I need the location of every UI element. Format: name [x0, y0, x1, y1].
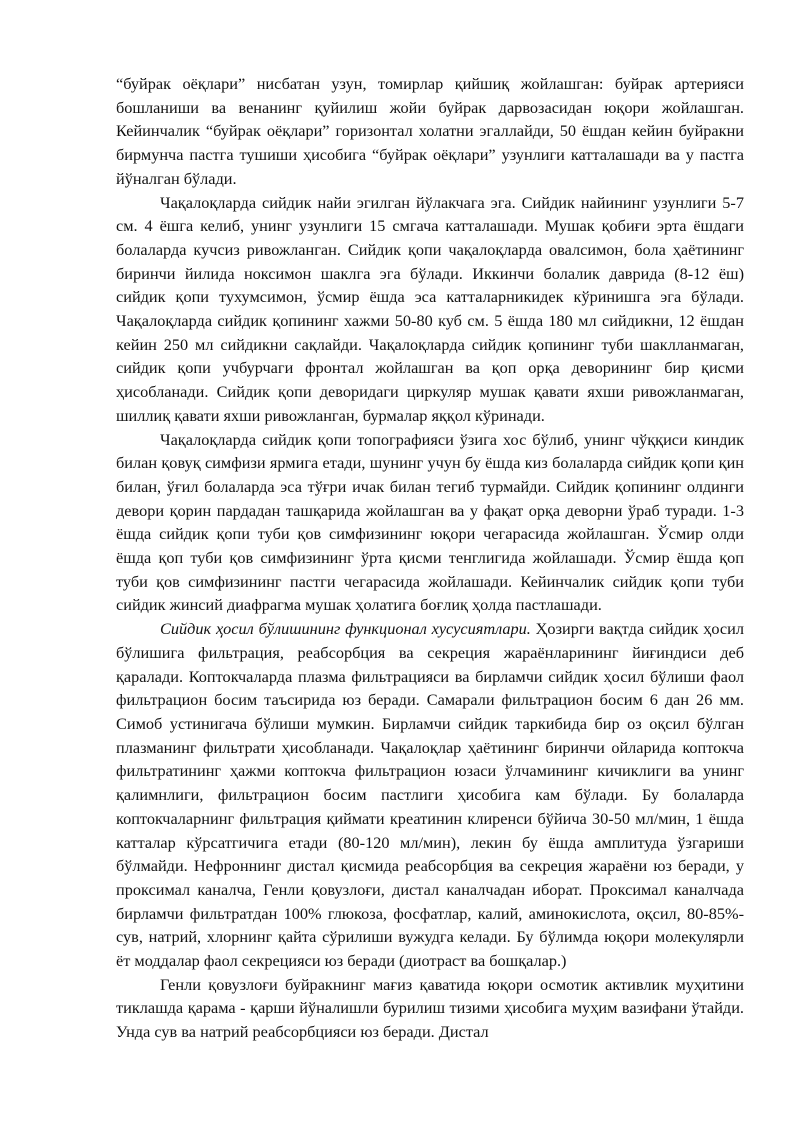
paragraph-ureter-bladder: Чақалоқларда сийдик найи эгилган йўлакчага эга. Сийдик найининг узунлиги 5-7 см. 4 ёшга келиб, унинг узунлиги 15 смгача катталашади. Мушак қобиғи эрта ёшдаги болаларда кучсиз ривожланган. Сийдик қопи чақалоқларда овалсимон, бола ҳаётининг биринчи йилида ноксимон шаклга эга бўлади. Иккинчи болалик даврида (8-12 ёш) сийдик қопи тухумсимон, ўсмир ёшда эса катталарникидек кўринишга эга бўлади. Чақалоқларда сийдик қопининг хажми 50-80 куб см. 5 ёшда 180 мл сийдикни, 12 ёшдан кейин 250 мл сийдикни сақлайди. Чақалоқларда сийдик қопининг туби шаклланмаган, сийдик қопи учбурчаги фронтал жойлашган ва қоп орқа деворининг бир қисми ҳисобланади. Сийдик қопи деворидаги циркуляр мушак қавати яхши ривожланмаган, шиллиқ қавати яхши ривожланган, бурмалар яққол кўринади. — [116, 192, 744, 425]
document-page — [116, 72, 744, 1044]
paragraph-kidney-legs: “буйрак оёқлари” нисбатан узун, томирлар қийшиқ жойлашган: буйрак артерияси бошланиши ва венанинг қуйилиш жойи буйрак дарвозасидан юқори жойлашган. Кейинчалик “буйрак оёқлари” горизонтал холатни эгаллайди, 50 ёшдан кейин буйракни бирмунча пастга тушиши ҳисобига “буйрак оёқлари” узунлиги катталашади ва у пастга йўналган бўлади. — [116, 74, 744, 188]
section-heading-italic: Сийдик ҳосил бўлишининг функционал хусусиятлари. — [160, 619, 531, 639]
paragraph-urine-formation — [116, 617, 744, 973]
paragraph-bladder-topography: Чақалоқларда сийдик қопи топографияси ўзига хос бўлиб, унинг чўққиси киндик билан қовуқ симфизи ярмига етади, шунинг учун бу ёшда киз болаларда сийдик қопи қин билан, ўғил болаларда эса тўғри ичак билан тегиб турмайди. Сийдик қопининг олдинги девори қорин пардадан ташқарида жойлашган ва у фақат орқа деворни ўраб туради. 1-3 ёшда сийдик қопи туби қов симфизининг юқори чегарасида жойлашган. Ўсмир олди ёшда қоп туби қов симфизининг ўрта қисми тенглигида жойлашади. Ўсмир ёшда қоп туби қов симфизининг пастги чегарасида жойлашади. Кейинчалик сийдик қопи туби сийдик жинсий диафрагма мушак ҳолатига боғлиқ ҳолда пастлашади. — [116, 429, 744, 615]
paragraph-urine-formation-text: Ҳозирги вақтда сийдик ҳосил бўлишига фильтрация, реабсорбция ва секреция жараёнларининг йиғиндиси деб қаралади. Коптокчаларда плазма фильтрацияси ва бирламчи сийдик ҳосил бўлиши фаол фильтрацион босим таъсирида юз беради. Самарали фильтрацион босим 6 дан 26 мм. Симоб устинигача бўлиши мумкин. Бирламчи сийдик таркибида бир оз оқсил бўлган плазманинг фильтрати ҳисобланади. Чақалоқлар ҳаётининг биринчи ойларида коптокча фильтратининг ҳажми коптокча фильтрацион юзаси ўлчамининг кичиклиги ва унинг қалимнлиги, фильтрацион босим пастлиги ҳисобига кам бўлади. Бу болаларда коптокчаларнинг фильтрация қиймати креатинин клиренси бўйича 30-50 мл/мин, 1 ёшда катталар кўрсатгичига етади (80-120 мл/мин), лекин бу ёшда амплитуда ўзгариши бўлмайди. Нефроннинг дистал қисмида реабсорбция ва секреция жараёни юз беради, у проксимал каналча, Генли қовузлоғи, дистал каналчадан иборат. Проксимал каналчада бирламчи фильтратдан 100% глюкоза, фосфатлар, калий, аминокислота, оқсил, 80-85%- сув, натрий, хлорнинг қайта сўрилиши вужудга келади. Бу бўлимда юқори молекулярли ёт моддалар фаол секрецияси юз беради (диотраст ва бошқалар.) — [116, 619, 744, 971]
paragraph-henle-loop: Генли қовузлоғи буйракнинг мағиз қаватида юқори осмотик активлик муҳитини тиклашда қарама - қарши йўналишли бурилиш тизими ҳисобига муҳим вазифани ўтайди. Унда сув ва натрий реабсорбцияси юз беради. Дистал — [116, 974, 744, 1042]
